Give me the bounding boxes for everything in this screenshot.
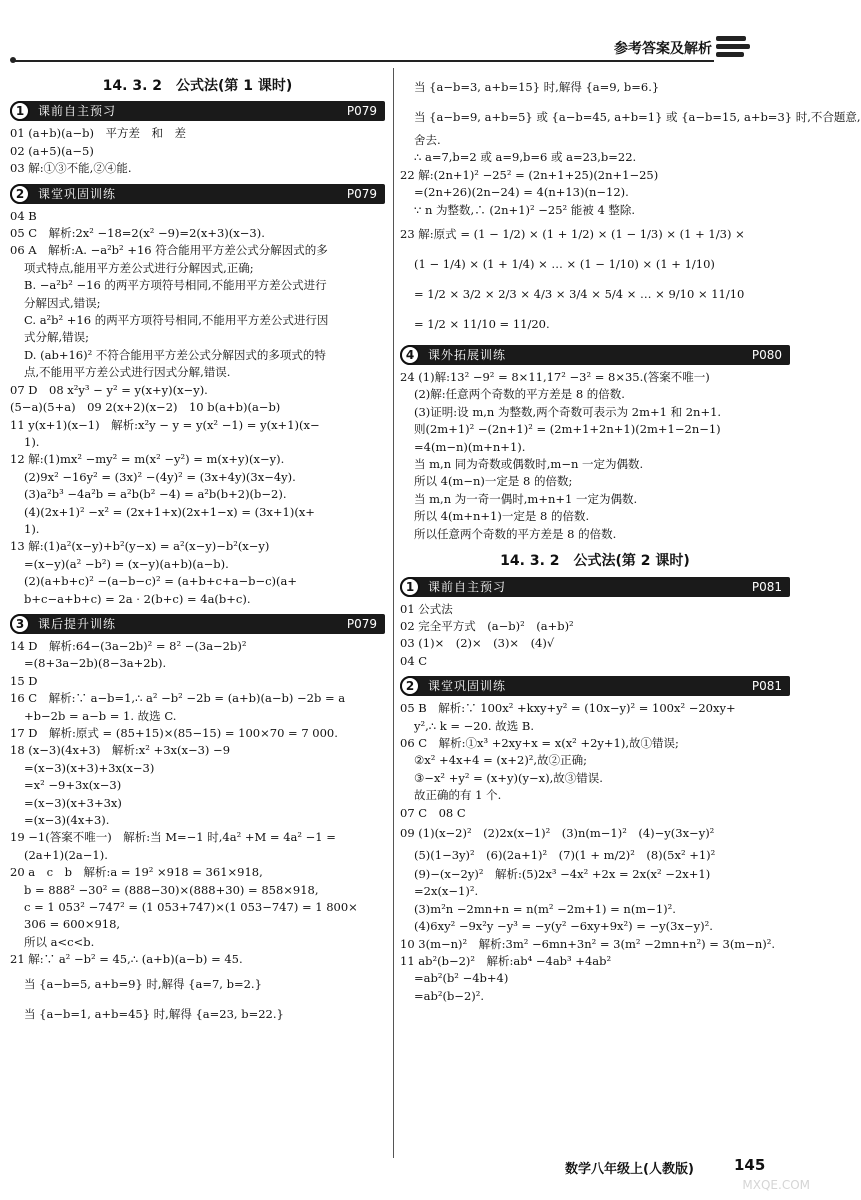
answer-line: 所以 a<c<b.: [24, 934, 95, 949]
answer-line: 16 C 解析:∵ a−b=1,∴ a² −b² −2b = (a+b)(a−b) −2b = a: [10, 691, 346, 706]
answer-line: (3)证明:设 m,n 为整数,两个奇数可表示为 2m+1 和 2n+1.: [414, 404, 722, 419]
section-title: 14. 3. 2 公式法(第 1 课时): [102, 78, 293, 94]
answer-line: 项式特点,能用平方差公式进行分解因式,正确;: [24, 260, 254, 275]
answer-line: 1).: [24, 434, 40, 449]
answer-line: =(8+3a−2b)(8−3a+2b).: [24, 656, 167, 671]
answer-line: 01 (a+b)(a−b) 平方差 和 差: [10, 126, 186, 141]
answer-line: 03 解:①③不能,②④能.: [10, 161, 132, 176]
bar-page: P079: [346, 104, 377, 119]
answer-line: (9)−(x−2y)² 解析:(5)2x³ −4x² +2x = 2x(x² −2x+1): [414, 866, 711, 881]
answer-line: =2x(x−1)².: [414, 884, 479, 899]
bar-page: P079: [346, 186, 377, 201]
bar-page: P079: [346, 616, 377, 631]
answer-line: =(x−y)(a² −b²) = (x−y)(a+b)(a−b).: [24, 556, 229, 571]
answer-line: 12 解:(1)mx² −my² = m(x² −y²) = m(x+y)(x−y).: [10, 452, 285, 467]
answer-line: 当 {a−b=3, a+b=15} 时,解得 {a=9, b=6.}: [414, 80, 660, 94]
section-bar-classwork-2: [400, 676, 790, 696]
answer-block-1: [10, 125, 385, 177]
bar-label: 课后提升训练: [38, 616, 117, 631]
answer-block-top: [400, 72, 861, 339]
bar-number: 3: [10, 614, 30, 634]
answer-line: C. a²b² +16 的两平方项符号相同,不能用平方差公式进行因: [24, 313, 329, 328]
answer-line: (2)9x² −16y² = (3x)² −(4y)² = (3x+4y)(3x−4y).: [24, 469, 296, 484]
answer-line: 306 = 600×918,: [24, 917, 121, 932]
answer-line: c = 1 053² −747² = (1 053+747)×(1 053−747) = 1 800×: [24, 900, 358, 915]
answer-line: 则(2m+1)² −(2n+1)² = (2m+1+2n+1)(2m+1−2n−1): [414, 422, 721, 437]
answer-line: 分解因式,错误;: [24, 295, 101, 310]
answer-line: = 1/2 × 3/2 × 2/3 × 4/3 × 3/4 × 5/4 × … × 9/10 × 11/10: [414, 287, 745, 302]
answer-line: 05 B 解析:∵ 100x² +kxy+y² = (10x−y)² = 100x² −20xy+: [400, 701, 736, 716]
answer-block-2: [10, 208, 385, 608]
answer-line: 23 解:原式 = (1 − 1/2) × (1 + 1/2) × (1 − 1/3) × (1 + 1/3) ×: [400, 227, 745, 242]
page-number: 145: [734, 1156, 766, 1174]
answer-line: =(x−3)(x+3+3x): [24, 795, 122, 810]
answer-line: 24 (1)解:13² −9² = 8×11,17² −3² = 8×35.(答案不唯一): [400, 370, 710, 385]
answer-line: 点,不能用平方差公式进行因式分解,错误.: [24, 365, 231, 380]
header-rule: [14, 60, 714, 62]
bar-label: 课前自主预习: [38, 104, 117, 119]
answer-line: 故正确的有 1 个.: [414, 788, 502, 803]
answer-block-3: [10, 638, 385, 1029]
answer-line: 22 解:(2n+1)² −25² = (2n+1+25)(2n+1−25): [400, 167, 659, 182]
answer-line: 19 −1(答案不唯一) 解析:当 M=−1 时,4a² +M = 4a² −1 =: [10, 830, 336, 845]
answer-line: 15 D: [10, 673, 38, 688]
section-title-2: 14. 3. 2 公式法(第 2 课时): [500, 553, 690, 570]
answer-line: 04 C: [400, 653, 428, 668]
answer-line: (2a+1)(2a−1).: [24, 847, 108, 862]
section-bar-preview-2: [400, 577, 790, 597]
answer-line: D. (ab+16)² 不符合能用平方差公式分解因式的多项式的特: [24, 347, 326, 362]
bar-label: 课外拓展训练: [428, 348, 507, 363]
answer-line: 11 y(x+1)(x−1) 解析:x²y − y = y(x² −1) = y(x+1)(x−: [10, 417, 320, 432]
answer-line: (1 − 1/4) × (1 + 1/4) × … × (1 − 1/10) × (1 + 1/10): [414, 257, 715, 272]
answer-line: 所以 4(m−n)一定是 8 的倍数;: [414, 474, 573, 489]
bar-label: 课前自主预习: [428, 579, 507, 594]
answer-line: y²,∴ k = −20. 故选 B.: [414, 718, 534, 733]
answer-line: =4(m−n)(m+n+1).: [414, 439, 526, 454]
bar-page: P081: [751, 579, 782, 594]
answer-line: 02 完全平方式 (a−b)² (a+b)²: [400, 618, 574, 633]
answer-line: 当 {a−b=1, a+b=45} 时,解得 {a=23, b=22.}: [24, 1006, 284, 1021]
answer-line: =(x−3)(x+3)+3x(x−3): [24, 760, 155, 775]
answer-line: =ab²(b−2)².: [414, 988, 485, 1003]
answer-line: 21 解:∵ a² −b² = 45,∴ (a+b)(a−b) = 45.: [10, 952, 243, 967]
answer-line: (4)6xy² −9x²y −y³ = −y(y² −6xy+9x²) = −y(3x−y)².: [414, 919, 713, 934]
answer-line: 10 3(m−n)² 解析:3m² −6mn+3n² = 3(m² −2mn+n²) = 3(m−n)².: [400, 936, 776, 951]
answer-line: (3)a²b³ −4a²b = a²b(b² −4) = a²b(b+2)(b−2).: [24, 487, 287, 502]
answer-line: = 1/2 × 11/10 = 11/20.: [414, 317, 550, 332]
answer-line: 07 D 08 x²y³ − y² = y(x+y)(x−y).: [10, 382, 208, 397]
answer-line: 11 ab²(b−2)² 解析:ab⁴ −4ab³ +4ab²: [400, 954, 612, 968]
answer-line: 式分解,错误;: [24, 330, 90, 345]
book-stack-icon: [716, 32, 750, 62]
bar-label: 课堂巩固训练: [38, 186, 117, 201]
bar-number: 1: [10, 101, 30, 121]
bar-page: P081: [751, 679, 782, 694]
answer-line: 20 a c b 解析:a = 19² ×918 = 361×918,: [10, 865, 263, 880]
answer-line: 17 D 解析:原式 = (85+15)×(85−15) = 100×70 = 7 000.: [10, 726, 338, 740]
answer-line: 当 m,n 同为奇数或偶数时,m−n 一定为偶数.: [414, 457, 644, 472]
section-bar-homework: [10, 614, 385, 634]
answer-line: ③−x² +y² = (x+y)(y−x),故③错误.: [414, 770, 603, 785]
answer-line: b = 888² −30² = (888−30)×(888+30) = 858×918,: [24, 882, 319, 897]
answer-line: B. −a²b² −16 的两平方项符号相同,不能用平方差公式进行: [24, 278, 327, 293]
answer-line: 03 (1)× (2)× (3)× (4)√: [400, 636, 555, 651]
section-bar-classwork: [10, 184, 385, 204]
watermark-logo: [700, 1150, 810, 1196]
answer-line: b+c−a+b+c) = 2a · 2(b+c) = 4a(b+c).: [24, 591, 251, 606]
watermark-text: MXQE.COM: [742, 1178, 810, 1192]
answer-line: 当 m,n 为一奇一偶时,m+n+1 一定为偶数.: [414, 491, 638, 506]
answer-line: 09 (1)(x−2)² (2)2x(x−1)² (3)n(m−1)² (4)−y(3x−y)²: [400, 825, 715, 840]
answer-line: (5−a)(5+a) 09 2(x+2)(x−2) 10 b(a+b)(a−b): [10, 400, 281, 415]
answer-line: ∵ n 为整数,∴ (2n+1)² −25² 能被 4 整除.: [414, 202, 636, 217]
answer-line: 舍去.: [414, 133, 441, 147]
answer-line: 04 B: [10, 208, 37, 223]
answer-line: (5)(1−3y)² (6)(2a+1)² (7)(1 + m/2)² (8)(5x² +1)²: [414, 847, 716, 862]
answer-line: 01 公式法: [400, 601, 453, 616]
answer-line: (4)(2x+1)² −x² = (2x+1+x)(2x+1−x) = (3x+1)(x+: [24, 504, 315, 519]
answer-line: 所以 4(m+n+1)一定是 8 的倍数.: [414, 509, 590, 524]
answer-line: ∴ a=7,b=2 或 a=9,b=6 或 a=23,b=22.: [414, 150, 637, 165]
section-bar-extension: [400, 345, 790, 365]
answer-line: 06 A 解析:A. −a²b² +16 符合能用平方差公式分解因式的多: [10, 243, 328, 258]
bar-label: 课堂巩固训练: [428, 679, 507, 694]
answer-line: =(x−3)(4x+3).: [24, 813, 110, 828]
answer-line: (3)m²n −2mn+n = n(m² −2m+1) = n(m−1)².: [414, 901, 676, 916]
bar-number: 1: [400, 577, 420, 597]
answer-line: +b−2b = a−b = 1. 故选 C.: [24, 708, 177, 723]
bar-number: 2: [10, 184, 30, 204]
answer-line: 07 C 08 C: [400, 805, 466, 820]
answer-line: (2)(a+b+c)² −(a−b−c)² = (a+b+c+a−b−c)(a+: [24, 574, 298, 589]
answer-line: 所以任意两个奇数的平方差是 8 的倍数.: [414, 526, 617, 541]
bar-page: P080: [751, 348, 782, 363]
answer-line: =x² −9+3x(x−3): [24, 778, 122, 793]
bar-number: 2: [400, 676, 420, 696]
section-bar-preview: [10, 101, 385, 121]
answer-line: =ab²(b² −4b+4): [414, 971, 509, 986]
answer-line: 1).: [24, 521, 40, 536]
answer-line: =(2n+26)(2n−24) = 4(n+13)(n−12).: [414, 185, 629, 200]
right-column: [400, 68, 861, 1005]
answer-line: 13 解:(1)a²(x−y)+b²(y−x) = a²(x−y)−b²(x−y): [10, 539, 270, 554]
answer-line: (2)解:任意两个奇数的平方差是 8 的倍数.: [414, 387, 625, 402]
answer-line: 14 D 解析:64−(3a−2b)² = 8² −(3a−2b)²: [10, 638, 247, 653]
answer-line: 18 (x−3)(4x+3) 解析:x² +3x(x−3) −9: [10, 743, 231, 758]
answer-line: ②x² +4x+4 = (x+2)²,故②正确;: [414, 753, 587, 768]
answer-line: 当 {a−b=9, a+b=5} 或 {a−b=45, a+b=1} 或 {a−b=15, a+b=3} 时,不合题意,: [414, 110, 861, 124]
answer-line: 05 C 解析:2x² −18=2(x² −9)=2(x+3)(x−3).: [10, 226, 265, 241]
answer-line: 06 C 解析:①x³ +2xy+x = x(x² +2y+1),故①错误;: [400, 735, 679, 750]
footer-book-title: 数学八年级上(人教版): [565, 1162, 694, 1177]
answer-line: 当 {a−b=5, a+b=9} 时,解得 {a=7, b=2.}: [24, 976, 262, 991]
answer-block-6: [400, 700, 790, 1005]
column-divider: [393, 68, 394, 1158]
answer-line: 02 (a+5)(a−5): [10, 143, 94, 158]
left-column: [10, 68, 385, 1029]
answer-block-4: [400, 369, 790, 543]
header-title: 参考答案及解析: [614, 41, 712, 57]
answer-block-5: [400, 601, 790, 671]
bar-number: 4: [400, 345, 420, 365]
